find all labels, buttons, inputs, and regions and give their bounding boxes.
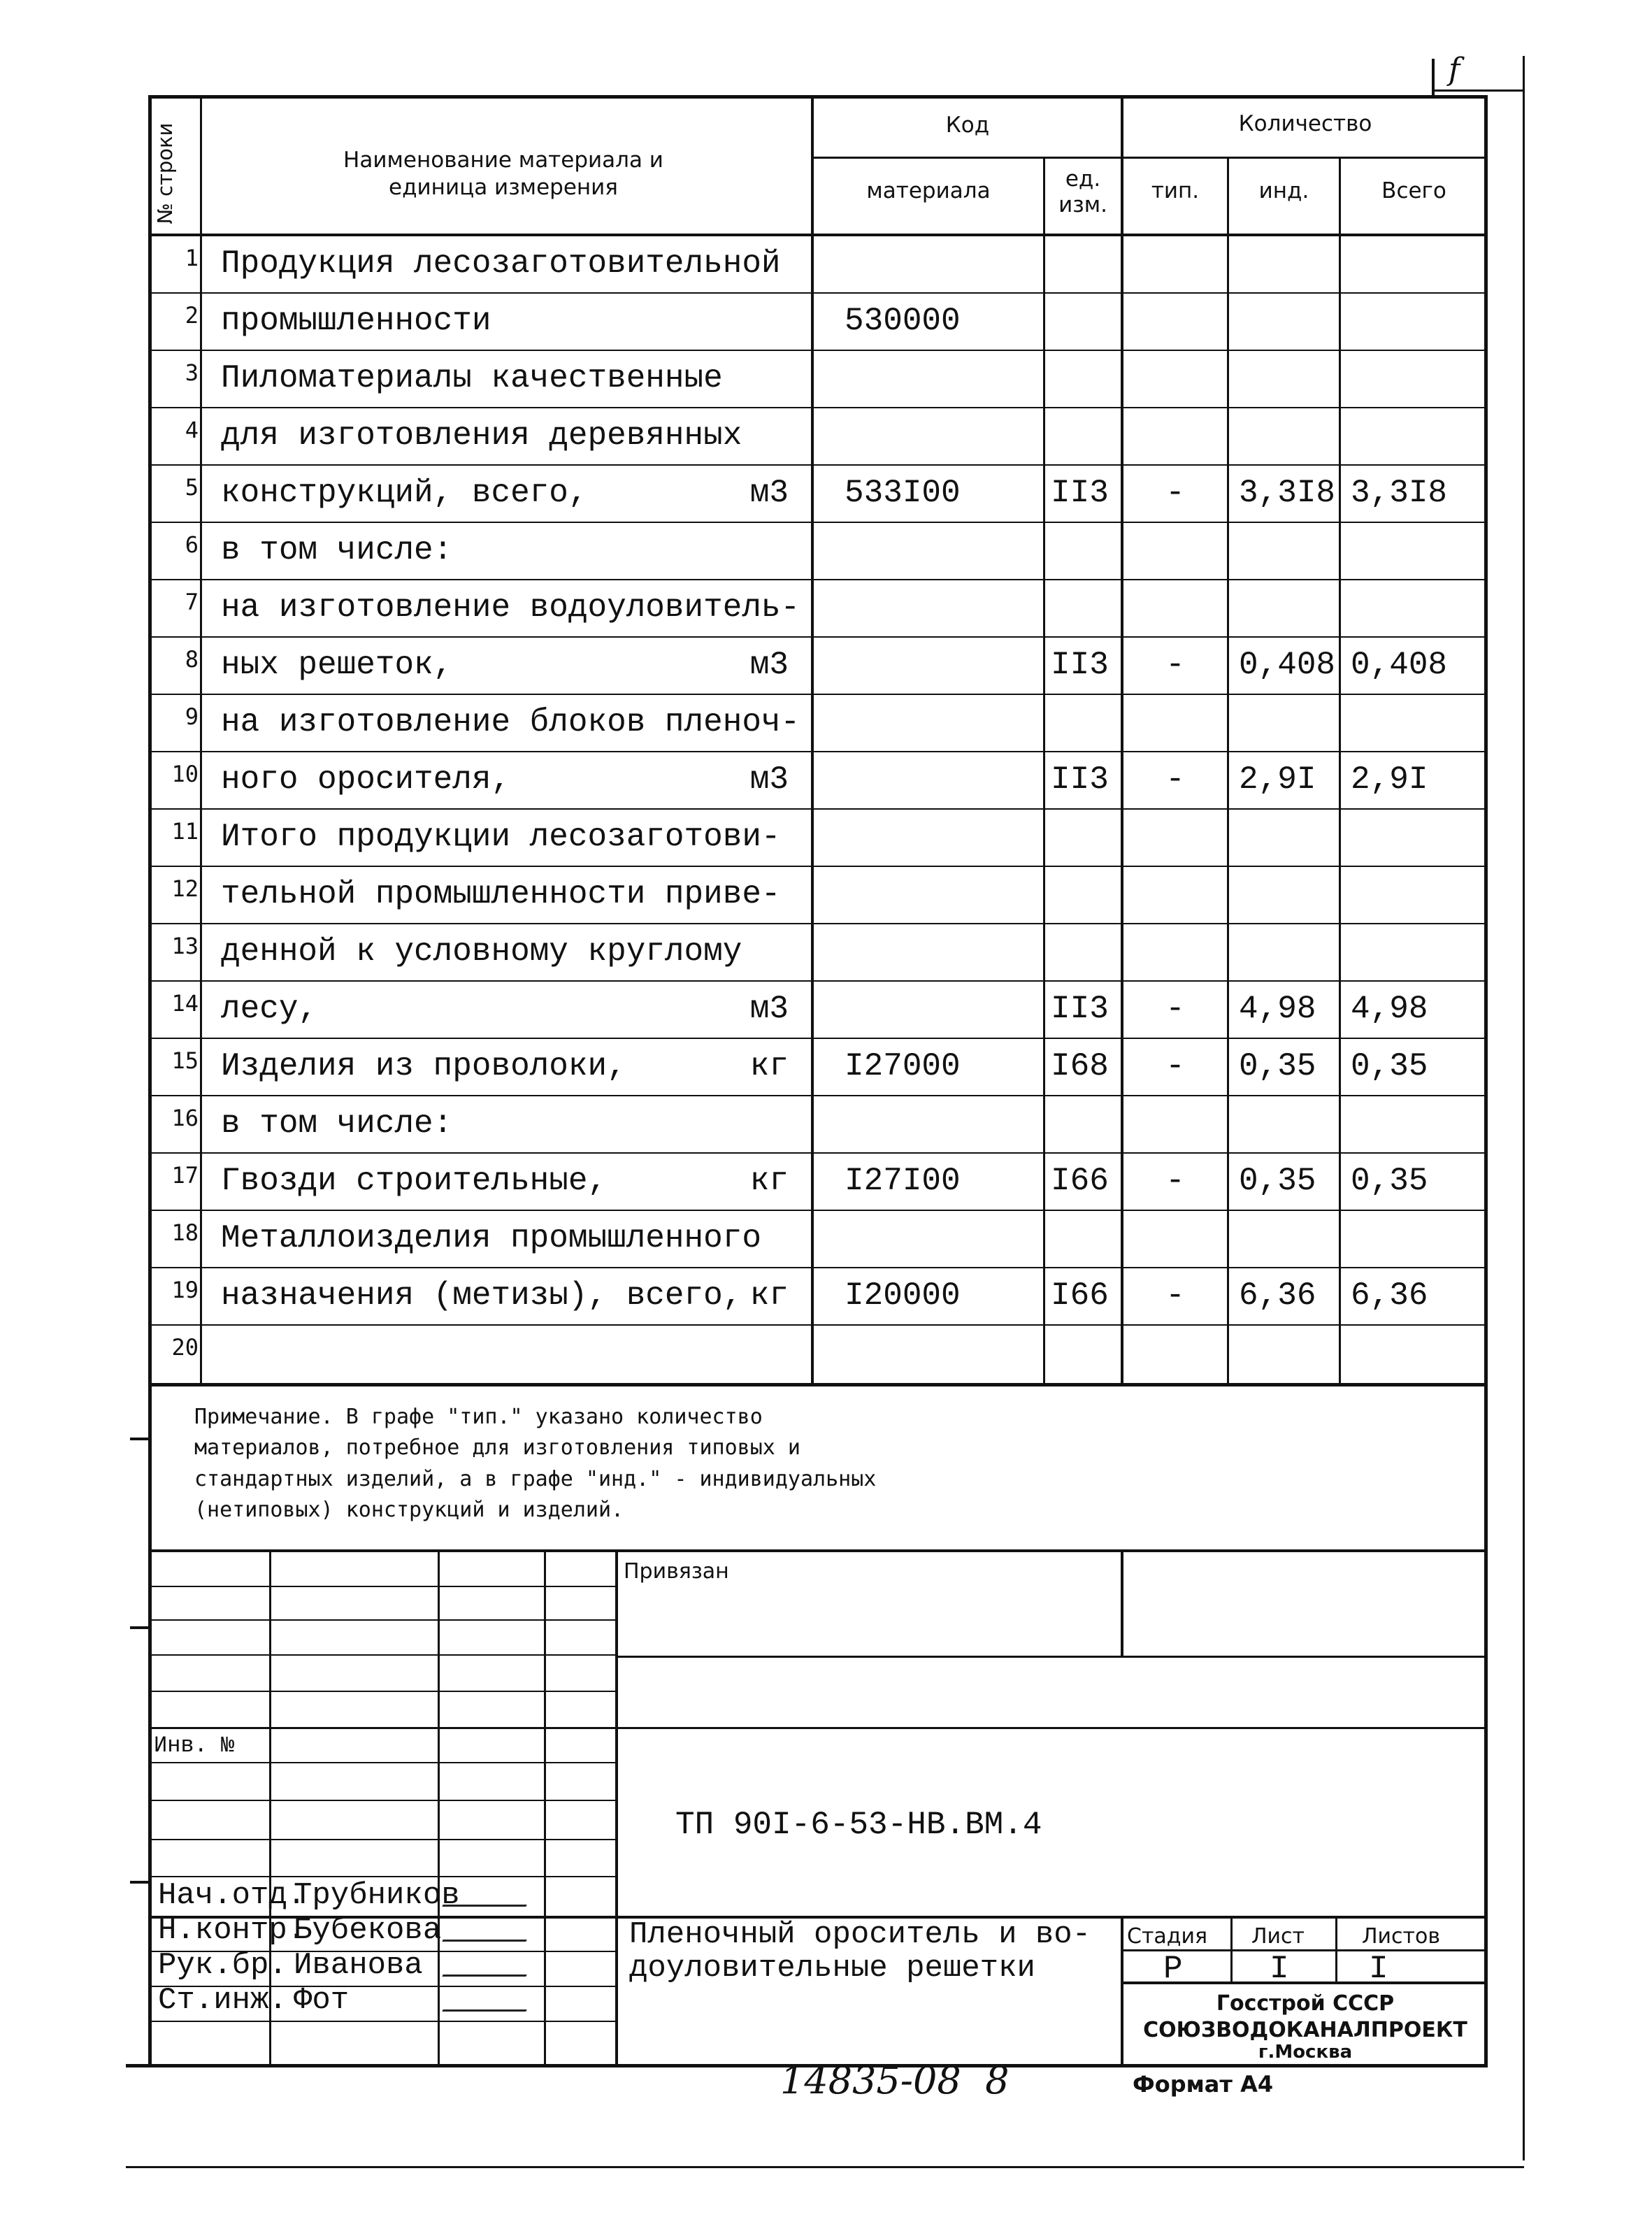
material-name: на изготовление водоуловитель- bbox=[221, 589, 800, 626]
organization-line1: Госстрой СССР bbox=[1216, 1991, 1395, 2016]
header-code-material: материала bbox=[866, 178, 991, 203]
header-quantity: Количество bbox=[1238, 111, 1372, 136]
material-name: для изготовления деревянных bbox=[221, 417, 742, 454]
document-title-line1: Пленочный ороситель и во- bbox=[629, 1917, 1091, 1952]
material-name: ных решеток, bbox=[221, 647, 453, 683]
header-code: Код bbox=[945, 113, 990, 138]
material-name: в том числе: bbox=[221, 1105, 453, 1142]
table-row bbox=[148, 1326, 1487, 1383]
row-number: 14 bbox=[171, 990, 199, 1017]
sheet-value: I bbox=[1270, 1951, 1289, 1987]
sheets-label: Листов bbox=[1362, 1924, 1441, 1949]
quantity-typ: - bbox=[1165, 1163, 1185, 1199]
unit-name: кг bbox=[749, 1163, 789, 1199]
material-code: 533I00 bbox=[845, 475, 961, 511]
row-number: 9 bbox=[185, 703, 199, 730]
unit-code: I68 bbox=[1051, 1048, 1109, 1084]
signatory-name: Трубников bbox=[294, 1878, 460, 1913]
unit-name: кг bbox=[749, 1048, 789, 1084]
quantity-ind: 0,35 bbox=[1239, 1163, 1316, 1199]
row-number: 7 bbox=[185, 589, 199, 615]
signatory-role: Нач.отд. bbox=[158, 1878, 306, 1913]
unit-code: II3 bbox=[1051, 647, 1109, 683]
row-number: 16 bbox=[171, 1105, 199, 1131]
quantity-ind: 0,35 bbox=[1239, 1048, 1316, 1084]
row-number: 10 bbox=[171, 761, 199, 787]
row-number: 3 bbox=[185, 359, 199, 386]
row-number: 2 bbox=[185, 302, 199, 329]
material-name: Гвозди строительные, bbox=[221, 1163, 608, 1199]
material-name: в том числе: bbox=[221, 532, 453, 568]
row-number: 17 bbox=[171, 1162, 199, 1189]
quantity-typ: - bbox=[1165, 1277, 1185, 1314]
sheets-value: I bbox=[1369, 1951, 1388, 1987]
signature-mark bbox=[442, 1954, 536, 1977]
signatory-name: Бубекова bbox=[294, 1913, 442, 1948]
row-number: 15 bbox=[171, 1047, 199, 1074]
header-row-number: № строки bbox=[153, 122, 177, 224]
material-name: на изготовление блоков пленоч- bbox=[221, 704, 800, 740]
privyazan-label: Привязан bbox=[624, 1559, 729, 1584]
unit-code: II3 bbox=[1051, 475, 1109, 511]
header-code-unit: ед. изм. bbox=[1058, 166, 1107, 218]
quantity-ind: 6,36 bbox=[1239, 1277, 1316, 1314]
material-name: Продукция лесозаготовительной bbox=[221, 245, 781, 282]
quantity-typ: - bbox=[1165, 647, 1185, 683]
row-number: 18 bbox=[171, 1219, 199, 1246]
signatory-name: Фот bbox=[294, 1983, 350, 2018]
material-name: ного оросителя, bbox=[221, 761, 511, 798]
quantity-total: 0,35 bbox=[1351, 1048, 1428, 1084]
signature-mark bbox=[442, 1884, 536, 1907]
material-name: тельной промышленности приве- bbox=[221, 876, 781, 912]
signature-mark bbox=[442, 1919, 536, 1942]
stage-value: Р bbox=[1163, 1951, 1183, 1987]
material-code: 530000 bbox=[845, 303, 961, 339]
material-name: конструкций, всего, bbox=[221, 475, 588, 511]
signatory-role: Н.контр. bbox=[158, 1913, 306, 1948]
row-number: 4 bbox=[185, 417, 199, 443]
quantity-total: 4,98 bbox=[1351, 991, 1428, 1027]
inventory-number-label: Инв. № bbox=[154, 1733, 235, 1758]
page-mark: f bbox=[1449, 52, 1460, 87]
quantity-ind: 0,408 bbox=[1239, 647, 1336, 683]
quantity-total: 0,35 bbox=[1351, 1163, 1428, 1199]
unit-code: I66 bbox=[1051, 1277, 1109, 1314]
document-title-line2: доуловительные решетки bbox=[629, 1951, 1035, 1986]
signatory-role: Рук.бр. bbox=[158, 1948, 287, 1983]
material-name: лесу, bbox=[221, 991, 318, 1027]
signature-mark bbox=[442, 1988, 536, 2012]
unit-code: II3 bbox=[1051, 761, 1109, 798]
document-code: ТП 90I-6-53-НВ.ВМ.4 bbox=[675, 1807, 1042, 1843]
quantity-total: 3,3I8 bbox=[1351, 475, 1448, 511]
quantity-total: 0,408 bbox=[1351, 647, 1448, 683]
quantity-ind: 3,3I8 bbox=[1239, 475, 1336, 511]
material-name: назначения (метизы), всего, bbox=[221, 1277, 742, 1314]
row-number: 11 bbox=[171, 818, 199, 845]
quantity-typ: - bbox=[1165, 991, 1185, 1027]
format-label: Формат А4 bbox=[1133, 2071, 1274, 2098]
header-qty-total: Всего bbox=[1381, 178, 1446, 203]
row-number: 13 bbox=[171, 933, 199, 959]
organization-line2: СОЮЗВОДОКАНАЛПРОЕКТ bbox=[1143, 2018, 1467, 2042]
row-number: 19 bbox=[171, 1277, 199, 1303]
unit-name: м3 bbox=[749, 647, 789, 683]
note-text: Примечание. В графе "тип." указано количество материалов, потребное для изготовления типовых и стандартных изделий, а в графе "инд." - индивидуальных (нетиповых) конструкций и изделий. bbox=[194, 1405, 877, 1523]
quantity-ind: 2,9I bbox=[1239, 761, 1316, 798]
quantity-total: 6,36 bbox=[1351, 1277, 1428, 1314]
material-name: денной к условному круглому bbox=[221, 933, 742, 970]
unit-name: м3 bbox=[749, 761, 789, 798]
signatory-name: Иванова bbox=[294, 1948, 423, 1983]
quantity-typ: - bbox=[1165, 1048, 1185, 1084]
unit-name: кг bbox=[749, 1277, 789, 1314]
material-name: Итого продукции лесозаготови- bbox=[221, 819, 781, 855]
row-number: 12 bbox=[171, 875, 199, 902]
material-code: I20000 bbox=[845, 1277, 961, 1314]
row-number: 8 bbox=[185, 646, 199, 673]
row-number: 20 bbox=[171, 1334, 199, 1361]
signatory-role: Ст.инж. bbox=[158, 1983, 287, 2018]
quantity-total: 2,9I bbox=[1351, 761, 1428, 798]
header-qty-ind: инд. bbox=[1258, 178, 1309, 203]
unit-code: II3 bbox=[1051, 991, 1109, 1027]
quantity-ind: 4,98 bbox=[1239, 991, 1316, 1027]
material-name: Изделия из проволоки, bbox=[221, 1048, 626, 1084]
unit-code: I66 bbox=[1051, 1163, 1109, 1199]
material-code: I27000 bbox=[845, 1048, 961, 1084]
header-qty-typ: тип. bbox=[1151, 178, 1200, 203]
organization-line3: г.Москва bbox=[1258, 2042, 1353, 2063]
row-number: 6 bbox=[185, 531, 199, 558]
unit-name: м3 bbox=[749, 991, 789, 1027]
row-number: 1 bbox=[185, 245, 199, 271]
material-name: Пиломатериалы качественные bbox=[221, 360, 723, 396]
handwritten-archive-number: 14835-08 8 bbox=[780, 2058, 1010, 2102]
unit-name: м3 bbox=[749, 475, 789, 511]
material-code: I27I00 bbox=[845, 1163, 961, 1199]
quantity-typ: - bbox=[1165, 761, 1185, 798]
row-number: 5 bbox=[185, 474, 199, 501]
header-name: Наименование материала и единица измерения bbox=[343, 148, 663, 200]
stage-label: Стадия bbox=[1127, 1924, 1208, 1949]
sheet-label: Лист bbox=[1251, 1924, 1305, 1949]
material-name: Металлоизделия промышленного bbox=[221, 1220, 761, 1256]
quantity-typ: - bbox=[1165, 475, 1185, 511]
material-name: промышленности bbox=[221, 303, 491, 339]
